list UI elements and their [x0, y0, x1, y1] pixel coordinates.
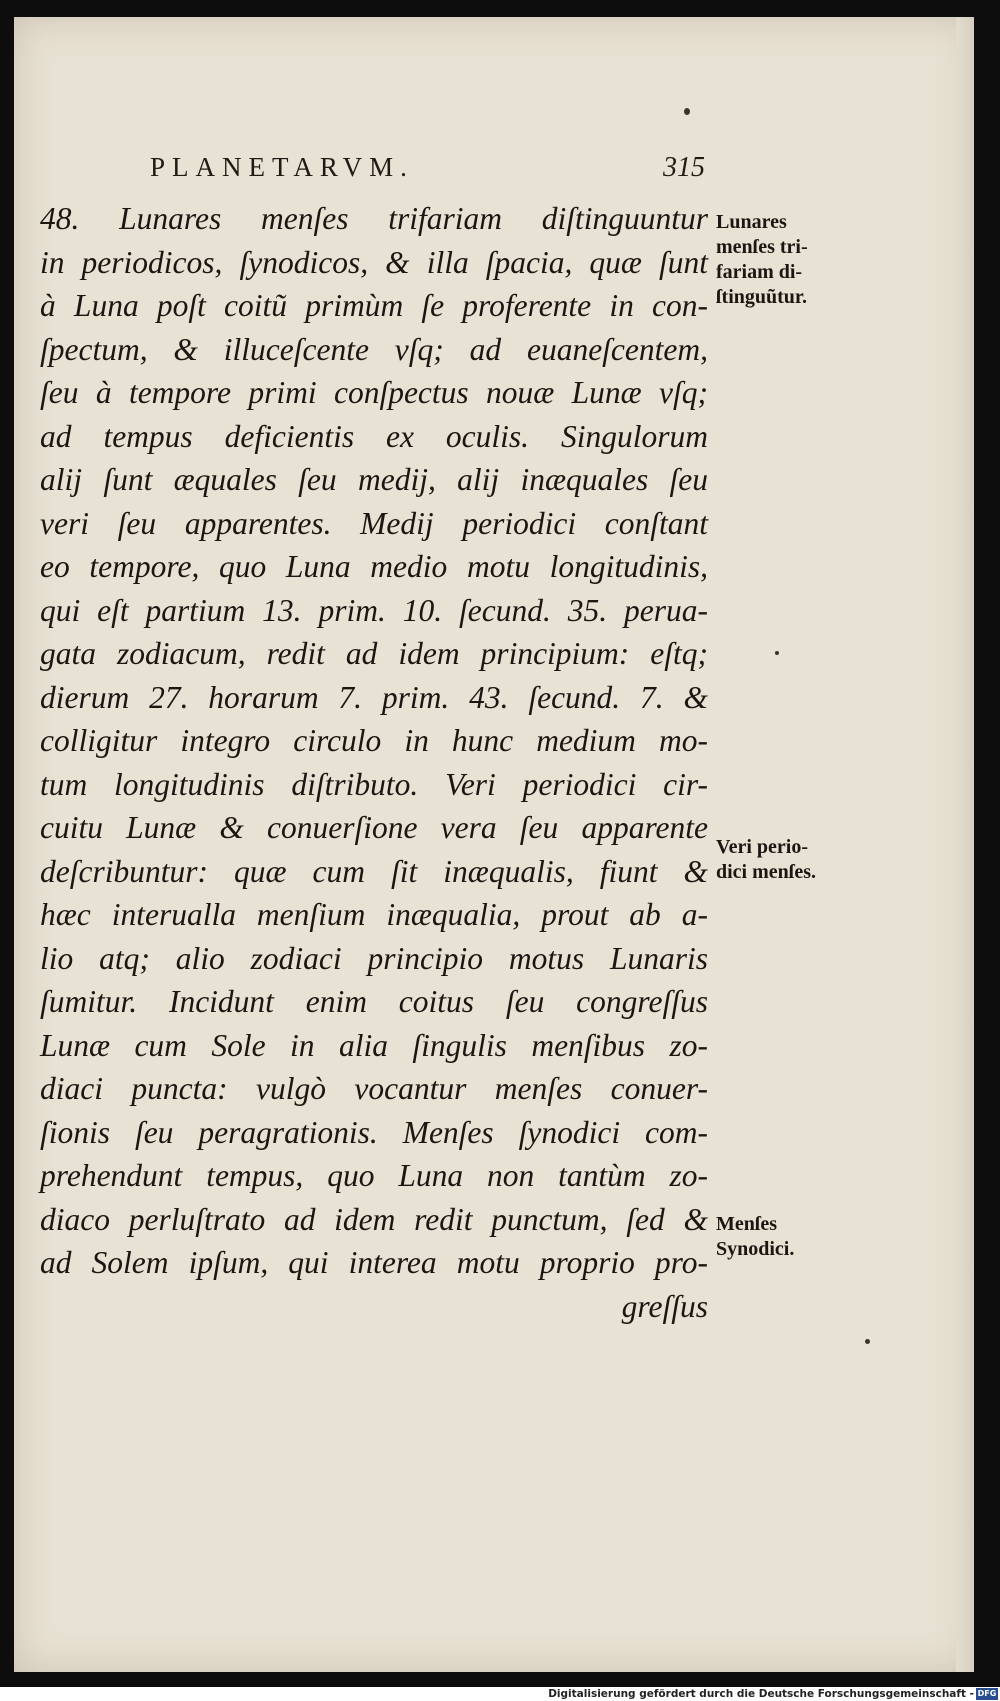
dfg-logo: DFG: [977, 1689, 997, 1698]
margin-note-line: dici menſes.: [716, 861, 816, 883]
text-line: prehendunt tempus, quo Luna non tantùm zo-: [40, 1158, 708, 1193]
text-line: colligitur integro circulo in hunc medium mo-: [40, 723, 708, 758]
margin-note-line: fariam di-: [716, 261, 803, 283]
text-line: diaco perluſtrato ad idem redit punctum, ſed &: [40, 1201, 708, 1237]
text-line: Lunæ cum Sole in alia ſingulis menſibus zo-: [40, 1027, 708, 1063]
margin-note-lunares: [716, 210, 856, 310]
margin-note-line: Lunares: [716, 211, 787, 233]
text-line: dierum 27. horarum 7. prim. 43. ſecund. 7. &: [40, 679, 708, 715]
text-line: ſeu à tempore primi conſpectus nouæ Lunæ vſq;: [40, 375, 708, 410]
text-line: diaci puncta: vulgò vocantur menſes conuer-: [40, 1071, 708, 1106]
text-line: cuitu Lunæ & conuerſione vera ſeu apparente: [40, 810, 708, 845]
text-line: in periodicos, ſynodicos, & illa ſpacia, quæ ſunt: [40, 244, 708, 280]
margin-note-line: Veri perio-: [716, 836, 809, 858]
margin-note-veri-periodici: [716, 835, 856, 885]
text-line: ſpectum, & illuceſcente vſq; ad euaneſcentem,: [40, 331, 708, 367]
text-line: ad tempus deficientis ex oculis. Singulorum: [40, 418, 708, 454]
ink-speck: [775, 651, 779, 655]
body-text: [40, 197, 708, 1328]
text-line: ſionis ſeu peragrationis. Menſes ſynodici com-: [40, 1114, 708, 1150]
text-line: tum longitudinis diſtributo. Veri periodici cir-: [40, 766, 708, 802]
text-line: à Luna poſt coitũ primùm ſe proferente in con-: [40, 288, 708, 323]
margin-note-synodici: [716, 1212, 856, 1262]
page-edge: [956, 17, 974, 1672]
digitization-footer: [0, 1687, 1000, 1701]
text-line: 48. Lunares menſes trifariam diſtinguuntur: [40, 201, 708, 236]
page-number: 315: [663, 152, 705, 183]
text-line: alij ſunt æquales ſeu medij, alij inæquales ſeu: [40, 462, 708, 497]
running-title: PLANETARVM.: [150, 152, 414, 182]
funding-credit: Digitalisierung gefördert durch die Deutsche Forschungsgemeinschaft -: [548, 1688, 974, 1700]
margin-note-line: Menſes: [716, 1213, 778, 1235]
text-line: ad Solem ipſum, qui interea motu proprio pro-: [40, 1245, 708, 1280]
catchword: greſſus: [621, 1288, 708, 1324]
text-line: veri ſeu apparentes. Medij periodici conſtant: [40, 505, 708, 541]
text-line: hæc interualla menſium inæqualia, prout ab a-: [40, 897, 708, 932]
ink-speck: [865, 1339, 870, 1344]
margin-note-line: menſes tri-: [716, 236, 808, 258]
text-line: eo tempore, quo Luna medio motu longitudinis,: [40, 549, 708, 584]
page-header: [150, 152, 705, 186]
margin-note-line: ſtinguũtur.: [716, 286, 807, 308]
margin-note-line: Synodici.: [716, 1238, 795, 1260]
text-line: ſumitur. Incidunt enim coitus ſeu congreſſus: [40, 984, 708, 1019]
text-line: gata zodiacum, redit ad idem principium: eſtq;: [40, 636, 708, 671]
ink-speck: [684, 108, 690, 115]
text-line: qui eſt partium 13. prim. 10. ſecund. 35. perua-: [40, 592, 708, 628]
text-line: lio atq; alio zodiaci principio motus Lunaris: [40, 940, 708, 976]
text-line: deſcribuntur: quæ cum ſit inæqualis, fiunt &: [40, 853, 708, 889]
